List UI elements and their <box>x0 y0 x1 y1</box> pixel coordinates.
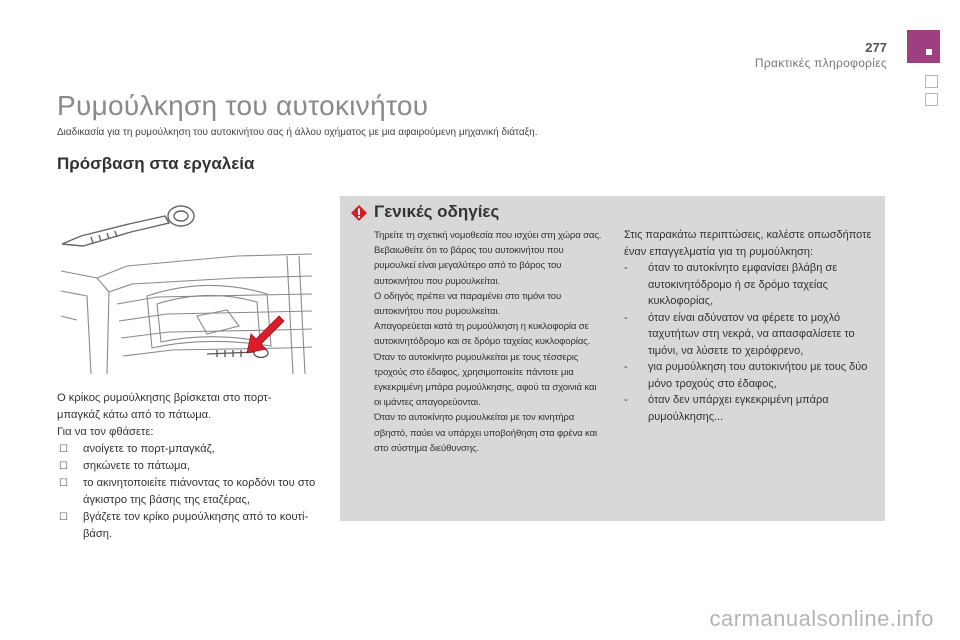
checkbox-bullet-icon: ☐ <box>59 461 68 472</box>
intro-line: μπαγκάζ κάτω από το πάτωμα. <box>57 409 212 421</box>
checkbox-bullet-icon: ☐ <box>59 512 68 523</box>
trunk-towing-eye-drawing <box>57 196 318 374</box>
step-text: σηκώνετε το πάτωμα, <box>83 460 191 472</box>
page-subtitle: Διαδικασία για τη ρυμούλκηση του αυτοκινήτου σας ή άλλου οχήματος με μια αφαιρούμενη μηχανική διάταξη. <box>57 127 538 138</box>
case-item <box>624 310 880 360</box>
step-item <box>57 475 332 509</box>
step-text: ανοίγετε το πορτ-μπαγκάζ, <box>83 443 215 455</box>
trunk-illustration <box>57 196 318 374</box>
section-name: Πρακτικές πληροφορίες <box>754 56 887 70</box>
warning-icon <box>350 204 368 222</box>
page-number: 277 <box>865 40 887 55</box>
step-item <box>57 509 332 543</box>
step-item <box>57 441 332 458</box>
cases-intro: Στις παρακάτω περιπτώσεις, καλέστε οπωσδήποτε έναν επαγγελματία για τη ρυμούλκηση: <box>624 229 872 258</box>
case-item <box>624 392 880 425</box>
case-text: όταν το αυτοκίνητο εμφανίσει βλάβη σε αυτοκινητόδρομο ή σε δρόμο ταχείας κυκλοφορίας, <box>648 262 838 307</box>
dash-bullet: - <box>624 361 628 373</box>
guideline-item: Ο οδηγός πρέπει να παραμένει στο τιμόνι του αυτοκινήτου που ρυμουλκείται. <box>374 290 562 318</box>
case-item <box>624 260 880 310</box>
step-text: το ακινητοποιείτε πιάνοντας το κορδόνι του στο άγκιστρο της βάσης της εταζέρας, <box>83 477 316 506</box>
guidelines-list <box>374 228 606 456</box>
page-title: Ρυμούλκηση του αυτοκινήτου <box>57 90 429 121</box>
intro-line: Ο κρίκος ρυμούλκησης βρίσκεται στο πορτ- <box>57 392 272 404</box>
checkbox-bullet-icon: ☐ <box>59 444 68 455</box>
guideline-item: Όταν το αυτοκίνητο ρυμουλκείται με τους τέσσερις τροχούς στο έδαφος, χρησιμοποιείτε πάντοτε μια εγκεκριμένη μπάρα ρυμούλκησης, αφού τα σχοινιά και οι ιμάντες απαγορεύονται. <box>374 351 597 409</box>
step-item <box>57 458 332 475</box>
step-text: βγάζετε τον κρίκο ρυμούλκησης από το κουτί-βάση. <box>83 511 309 540</box>
tab-marker-icon <box>926 49 932 55</box>
access-instructions <box>57 390 332 543</box>
case-text: για ρυμούλκηση του αυτοκινήτου με τους δύο μόνο τροχούς στο έδαφος, <box>648 361 868 390</box>
guideline-item: Τηρείτε τη σχετική νομοθεσία που ισχύει στη χώρα σας. <box>374 230 602 241</box>
checkbox-bullet-icon: ☐ <box>59 478 68 489</box>
section-tab[interactable] <box>907 30 940 63</box>
case-text: όταν δεν υπάρχει εγκεκριμένη μπάρα ρυμούλκησης... <box>648 394 829 423</box>
dash-bullet: - <box>624 262 628 274</box>
guideline-item: Βεβαιωθείτε ότι το βάρος του αυτοκινήτου που ρυμουλκεί είναι μεγαλύτερο από το βάρος του αυτοκινήτου που ρυμουλκείται. <box>374 245 564 287</box>
dash-bullet: - <box>624 394 628 406</box>
access-intro: Για να τον φθάσετε: <box>57 426 154 438</box>
watermark: carmanualsonline.info <box>709 606 934 631</box>
professional-cases <box>624 227 880 425</box>
section-tab-empty[interactable] <box>925 93 938 106</box>
guideline-item: Όταν το αυτοκίνητο ρυμουλκείται με τον κινητήρα σβηστό, παύει να υπάρχει υποβοήθηση στα φρένα και στο σύστημα διεύθυνσης. <box>374 412 597 454</box>
guideline-item: Απαγορεύεται κατά τη ρυμούλκηση η κυκλοφορία σε αυτοκινητόδρομο και σε δρόμο ταχείας κυκλοφορίας. <box>374 321 591 348</box>
dash-bullet: - <box>624 311 628 324</box>
section-tab-empty[interactable] <box>925 75 938 88</box>
case-text: όταν είναι αδύνατον να φέρετε το μοχλό ταχυτήτων στη νεκρά, να απασφαλίσετε το τιμόνι, να λύσετε το χειρόφρενο, <box>648 311 855 357</box>
section-title: Πρόσβαση στα εργαλεία <box>57 154 255 173</box>
panel-title: Γενικές οδηγίες <box>374 202 500 221</box>
case-item <box>624 359 880 392</box>
